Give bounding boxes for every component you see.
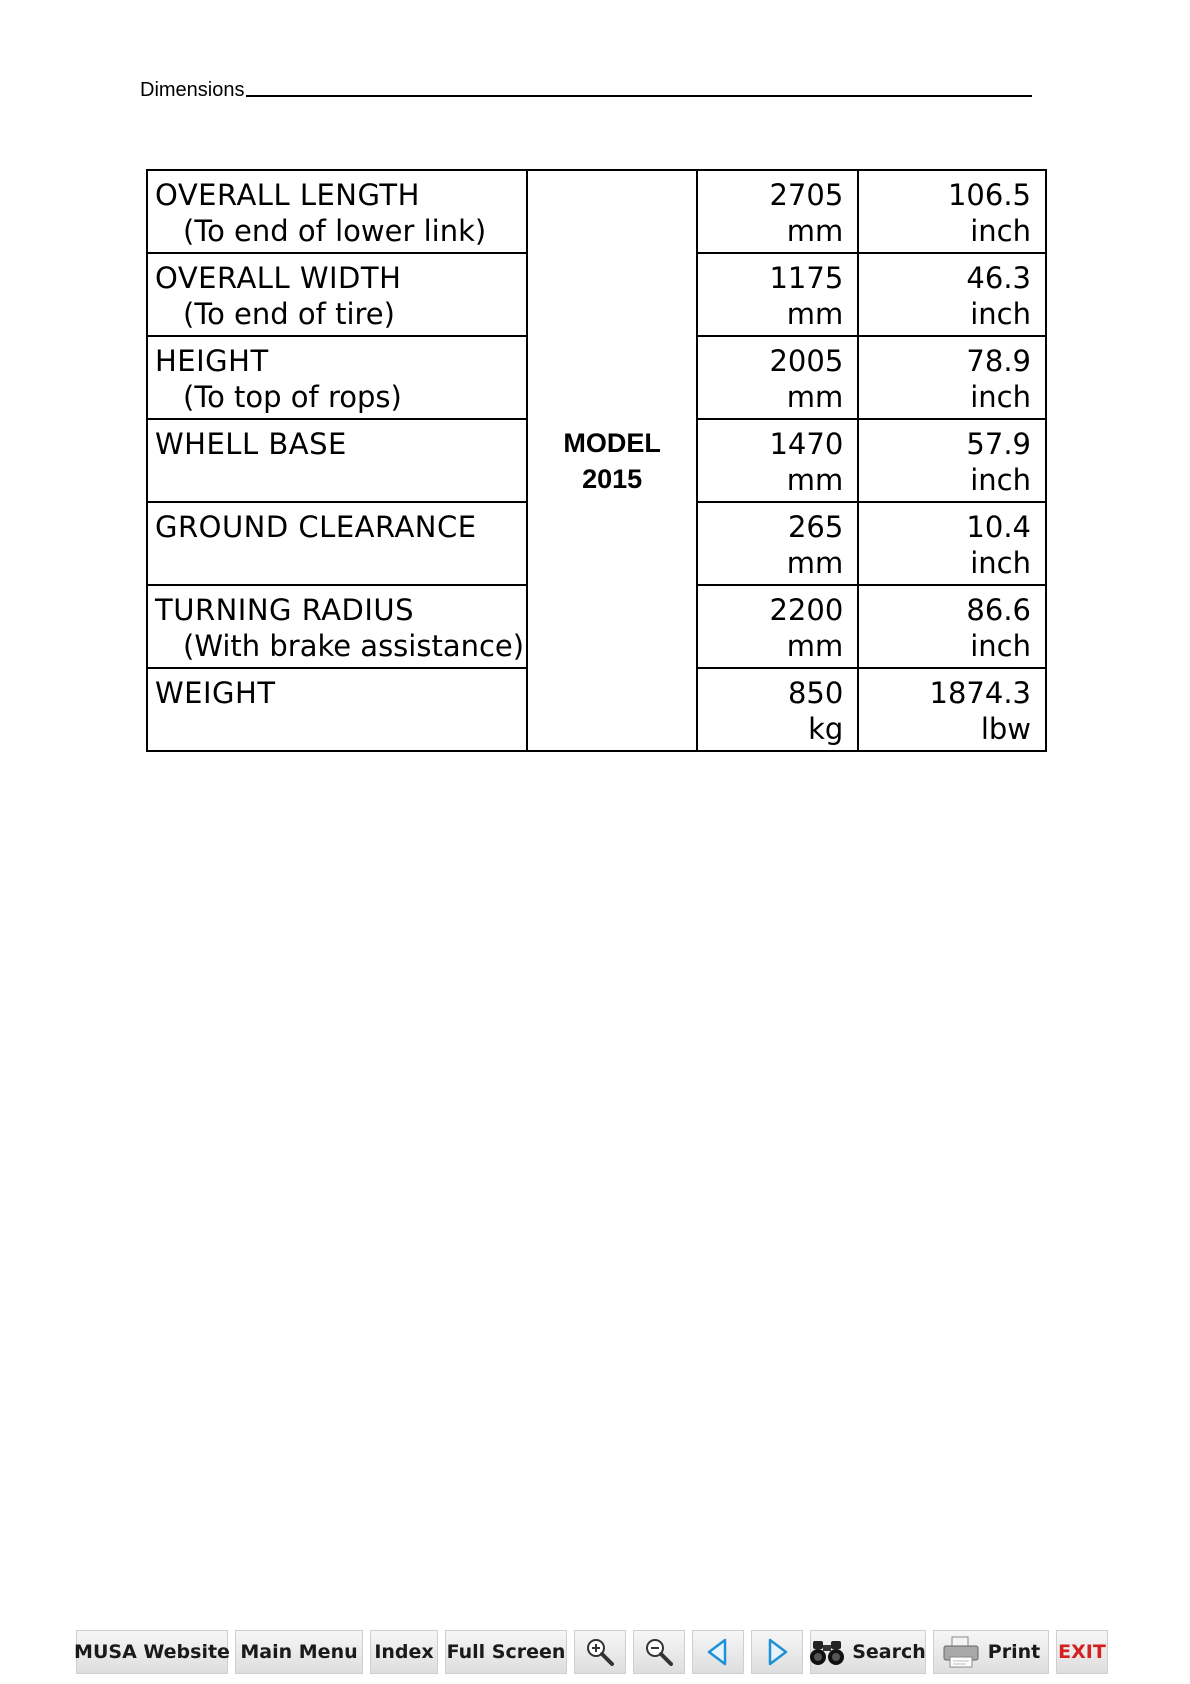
imperial-value-cell	[858, 668, 1046, 751]
previous-page-button[interactable]	[692, 1630, 744, 1674]
metric-value-cell	[697, 585, 858, 668]
zoom-in-button[interactable]	[574, 1630, 626, 1674]
next-page-icon	[764, 1637, 790, 1667]
metric-unit: mm	[786, 463, 844, 497]
dimension-label-cell	[147, 170, 527, 253]
imperial-value: 86.6	[966, 593, 1031, 627]
dimension-label-cell	[147, 253, 527, 336]
imperial-value-cell	[858, 419, 1046, 502]
page-header	[140, 76, 1032, 100]
imperial-value-cell	[858, 336, 1046, 419]
metric-unit: mm	[786, 214, 844, 248]
metric-value-cell	[697, 253, 858, 336]
musa-website-button[interactable]: MUSA Website	[76, 1630, 228, 1674]
metric-unit: mm	[786, 546, 844, 580]
imperial-value: 10.4	[966, 510, 1031, 544]
metric-value-cell	[697, 336, 858, 419]
exit-button[interactable]: EXIT	[1056, 1630, 1108, 1674]
imperial-value: 78.9	[966, 344, 1031, 378]
imperial-unit: inch	[970, 463, 1031, 497]
imperial-value: 1874.3	[929, 676, 1031, 710]
dimension-label: OVERALL WIDTH	[155, 261, 402, 295]
dimension-label: GROUND CLEARANCE	[155, 510, 477, 544]
metric-value: 2200	[769, 593, 844, 627]
dimension-sublabel: (With brake assistance)	[183, 629, 525, 663]
zoom-out-icon	[643, 1636, 675, 1668]
metric-value: 1175	[769, 261, 844, 295]
metric-value: 850	[787, 676, 844, 710]
search-button[interactable]	[810, 1630, 926, 1674]
imperial-unit: lbw	[980, 712, 1031, 746]
dimension-label-cell	[147, 336, 527, 419]
imperial-unit: inch	[970, 629, 1031, 663]
metric-value-cell	[697, 668, 858, 751]
dimension-label: HEIGHT	[155, 344, 269, 378]
dimension-label: OVERALL LENGTH	[155, 178, 420, 212]
metric-unit: mm	[786, 629, 844, 663]
dimension-label: WHELL BASE	[155, 427, 347, 461]
model-cell	[527, 170, 697, 751]
print-button[interactable]	[933, 1630, 1049, 1674]
main-menu-button[interactable]: Main Menu	[235, 1630, 363, 1674]
zoom-out-button[interactable]	[633, 1630, 685, 1674]
metric-unit: kg	[808, 712, 844, 746]
dimension-sublabel: (To end of lower link)	[183, 214, 487, 248]
dimension-sublabel: (To top of rops)	[183, 380, 402, 414]
metric-value: 265	[787, 510, 844, 544]
header-rule	[246, 95, 1032, 97]
imperial-value-cell	[858, 170, 1046, 253]
imperial-value-cell	[858, 502, 1046, 585]
imperial-value: 106.5	[947, 178, 1031, 212]
page-title: Dimensions	[140, 79, 245, 101]
dimensions-table	[146, 169, 1047, 752]
imperial-unit: inch	[970, 214, 1031, 248]
imperial-unit: inch	[970, 546, 1031, 580]
model-number: 2015	[582, 463, 643, 494]
imperial-unit: inch	[970, 380, 1031, 414]
imperial-value-cell	[858, 253, 1046, 336]
dimension-sublabel: (To end of tire)	[183, 297, 395, 331]
binoculars-icon	[810, 1637, 844, 1667]
dimension-label: WEIGHT	[155, 676, 276, 710]
dimension-label-cell	[147, 419, 527, 502]
metric-value-cell	[697, 419, 858, 502]
metric-value: 1470	[769, 427, 844, 461]
zoom-in-icon	[584, 1636, 616, 1668]
dimension-label: TURNING RADIUS	[155, 593, 415, 627]
imperial-value-cell	[858, 585, 1046, 668]
dimension-row	[147, 170, 1046, 253]
dimension-label-cell	[147, 585, 527, 668]
printer-icon	[942, 1635, 980, 1669]
model-label: MODEL	[563, 427, 661, 458]
metric-value: 2005	[769, 344, 844, 378]
full-screen-button[interactable]: Full Screen	[445, 1630, 567, 1674]
metric-unit: mm	[786, 297, 844, 331]
index-button[interactable]: Index	[370, 1630, 438, 1674]
search-button-label: Search	[852, 1641, 926, 1663]
dimension-label-cell	[147, 668, 527, 751]
metric-unit: mm	[786, 380, 844, 414]
imperial-value: 57.9	[966, 427, 1031, 461]
imperial-unit: inch	[970, 297, 1031, 331]
print-button-label: Print	[987, 1641, 1041, 1663]
previous-page-icon	[705, 1637, 731, 1667]
dimension-label-cell	[147, 502, 527, 585]
metric-value-cell	[697, 502, 858, 585]
navigation-toolbar	[76, 1630, 1108, 1676]
metric-value: 2705	[769, 178, 844, 212]
next-page-button[interactable]	[751, 1630, 803, 1674]
metric-value-cell	[697, 170, 858, 253]
imperial-value: 46.3	[966, 261, 1031, 295]
